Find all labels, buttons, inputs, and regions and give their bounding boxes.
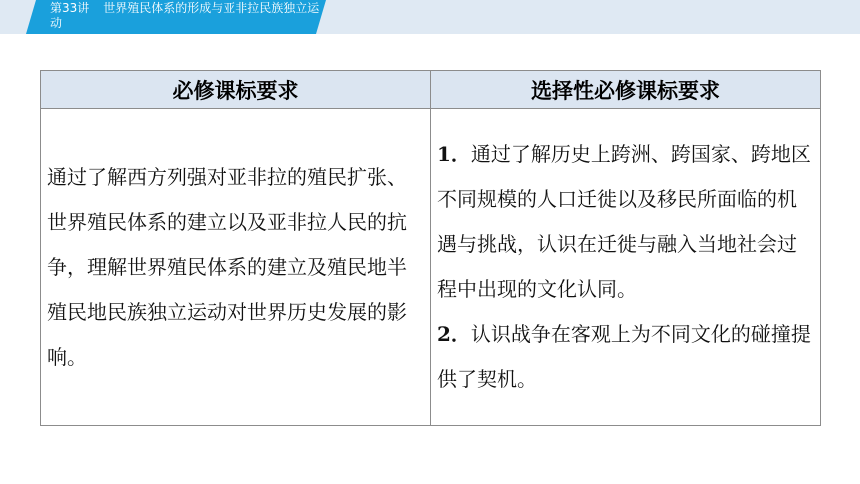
item-number: 2． xyxy=(437,322,471,346)
requirements-table xyxy=(40,70,821,426)
item-number: 1． xyxy=(437,142,471,166)
required-standards-text: 通过了解西方列强对亚非拉的殖民扩张、世界殖民体系的建立以及亚非拉人民的抗争，理解世界殖民体系的建立及殖民地半殖民地民族独立运动对世界历史发展的影响。 xyxy=(47,164,407,369)
table-row xyxy=(41,109,821,426)
lesson-number: 第33讲 xyxy=(50,1,90,15)
lesson-header xyxy=(50,1,320,31)
item-text: 认识战争在客观上为不同文化的碰撞提供了契机。 xyxy=(437,322,811,391)
header-elective-standards: 选择性必修课标要求 xyxy=(431,71,821,109)
item-text: 通过了解历史上跨洲、跨国家、跨地区不同规模的人口迁徙以及移民所面临的机遇与挑战，认识在迁徙与融入当地社会过程中出现的文化认同。 xyxy=(437,142,811,301)
header-required-standards: 必修课标要求 xyxy=(41,71,431,109)
list-item xyxy=(437,132,814,312)
lesson-title: 世界殖民体系的形成与亚非拉民族独立运动 xyxy=(50,1,320,30)
table-header-row xyxy=(41,71,821,109)
elective-standards-cell xyxy=(431,109,821,426)
required-standards-cell xyxy=(41,109,431,426)
list-item xyxy=(437,312,814,402)
